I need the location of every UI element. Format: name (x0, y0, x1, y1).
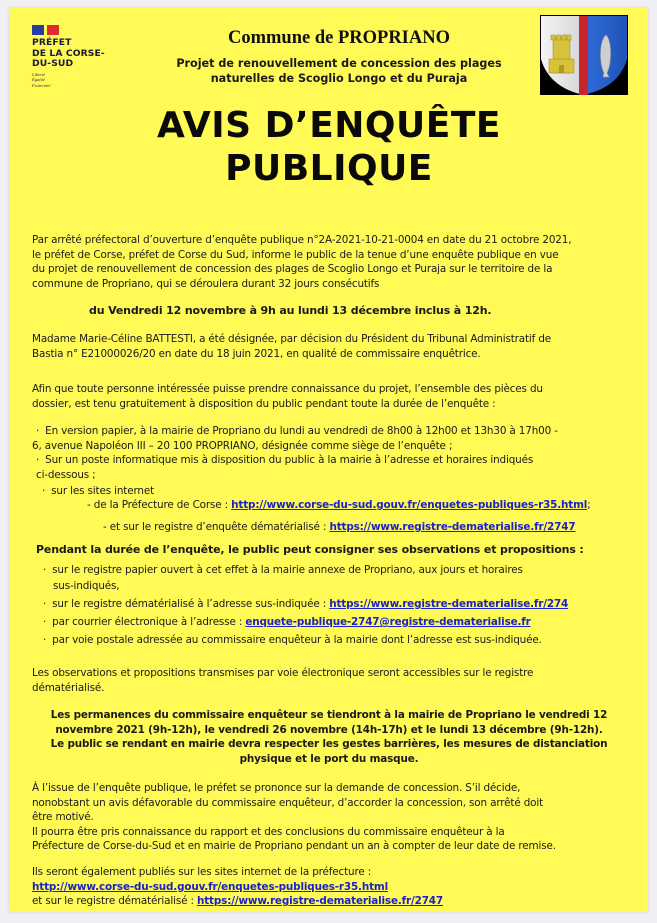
electronic-note: Les observations et propositions transmises par voie électronique seront accessibles sur le registre dématérialisé. (32, 667, 534, 694)
registre-short-link[interactable]: https://www.registre-dematerialise.fr/274 (329, 598, 569, 610)
consultation-paragraph: Afin que toute personne intéressée puisse prendre connaissance du projet, l’ensemble des pièces du dossier, est tenu gratuitement à disposition du public pendant toute la durée de l’enquête : (32, 383, 543, 410)
notice-page (9, 8, 648, 912)
outcome-paragraph: À l’issue de l’enquête publique, le préfet se prononce sur la demande de concession. S’il décide, nonobstant un avis défavorable du commissaire enquêteur, d’accorder la concession, son arrêté doit être motivé. Il pourra être pris connaissance du rapport et des conclusions du commissaire enquêteur à la Préfecture de Corse-du-Sud et en mairie de Propriano pendant un an à compter de leur date de remise. (32, 782, 556, 853)
prefecture-link[interactable]: http://www.corse-du-sud.gouv.fr/enquetes-publiques-r35.html (231, 499, 588, 511)
list-item: · par voie postale adressée au commissaire enquêteur à la mairie dont l’adresse est sus-indiquée. (43, 631, 643, 649)
consultation-list (32, 424, 642, 499)
commissioner-paragraph: Madame Marie-Céline BATTESTI, a été désignée, par décision du Président du Tribunal Administratif de Bastia n° E21000026/20 en date du 18 juin 2021, en qualité de commissaire enquêtrice. (32, 333, 552, 360)
observations-list (43, 561, 643, 649)
permanences-paragraph: Les permanences du commissaire enquêteur se tiendront à la mairie de Propriano le vendredi 12 novembre 2021 (9h-12h), le vendredi 26 novembre (14h-17h) et le lundi 13 décembre (9h-12h). Le public se rendant en mairie devra respecter les gestes barrières, les mesures de distanciation physique et le port du masque. (50, 709, 608, 765)
commune-name: Commune de PROPRIANO (228, 28, 450, 48)
prefecture-link-bottom[interactable]: http://www.corse-du-sud.gouv.fr/enquetes-publiques-r35.html (32, 880, 389, 893)
enquiry-dates: du Vendredi 12 novembre à 9h au lundi 13 décembre inclus à 12h. (89, 304, 492, 317)
republic-motto: Liberté Égalité Fraternité (32, 71, 51, 88)
list-item: · par courrier électronique à l’adresse : enquete-publique-2747@registre-dematerialise.fr (43, 613, 643, 631)
intro-paragraph: Par arrêté préfectoral d’ouverture d’enquête publique n°2A-2021-10-21-0004 en date du 21 octobre 2021, le préfet de Corse, préfet de Corse du Sud, informe le public de la tenue d’une enquête publique en vue du projet de renouvellement de concession des plages de Scoglio Longo et Puraja sur le territoire de la commune de Propriano, qui se déroulera durant 32 jours consécutifs (32, 234, 572, 290)
prefecture-logo (32, 25, 122, 88)
registre-link-bottom[interactable]: https://www.registre-dematerialise.fr/2747 (196, 895, 443, 908)
project-subtitle: Projet de renouvellement de concession des plages naturelles de Scoglio Longo et du Puraja (176, 57, 502, 85)
list-item: · sur le registre papier ouvert à cet effet à la mairie annexe de Propriano, aux jours et horaires sus-indiqués, (43, 561, 643, 595)
email-link[interactable]: enquete-publique-2747@registre-dematerialise.fr (245, 616, 531, 628)
page-title: AVIS D’ENQUÊTE PUBLIQUE (157, 105, 501, 189)
french-flag-icon (32, 25, 60, 35)
registre-link[interactable]: https://www.registre-dematerialise.fr/2747 (329, 521, 576, 533)
list-item: · Sur un poste informatique mis à disposition du public à la mairie à l’adresse et horaires indiqués (32, 453, 642, 468)
coat-of-arms-icon (540, 15, 628, 95)
site-registre: - et sur le registre d’enquête dématérialisé : https://www.registre-dematerialise.fr/2747 (103, 521, 576, 533)
site-prefecture: - de la Préfecture de Corse : http://www.corse-du-sud.gouv.fr/enquetes-publiques-r35.html; (87, 499, 591, 511)
list-item: · sur le registre dématérialisé à l’adresse sus-indiquée : https://www.registre-dematerialise.fr/274 (43, 595, 643, 613)
observations-heading: Pendant la durée de l’enquête, le public peut consigner ses observations et propositions : (36, 543, 584, 556)
list-item: · En version papier, à la mairie de Propriano du lundi au vendredi de 8h00 à 12h00 et 13h30 à 17h00 - (32, 424, 642, 439)
list-item: · sur les sites internet (32, 484, 642, 499)
list-item-continuation: 6, avenue Napoléon III – 20 100 PROPRIANO, désignée comme siège de l’enquête ; (32, 439, 453, 452)
prefecture-name: PRÉFET DE LA CORSE- DU-SUD (32, 37, 105, 69)
publication-paragraph: Ils seront également publiés sur les sites internet de la préfecture : http://www.corse-du-sud.gouv.fr/enquetes-publiques-r35.html et sur le registre dématérialisé : https://www.registre-dematerialise.fr/2747 (32, 866, 443, 908)
list-item-continuation: ci-dessous ; (36, 468, 96, 481)
